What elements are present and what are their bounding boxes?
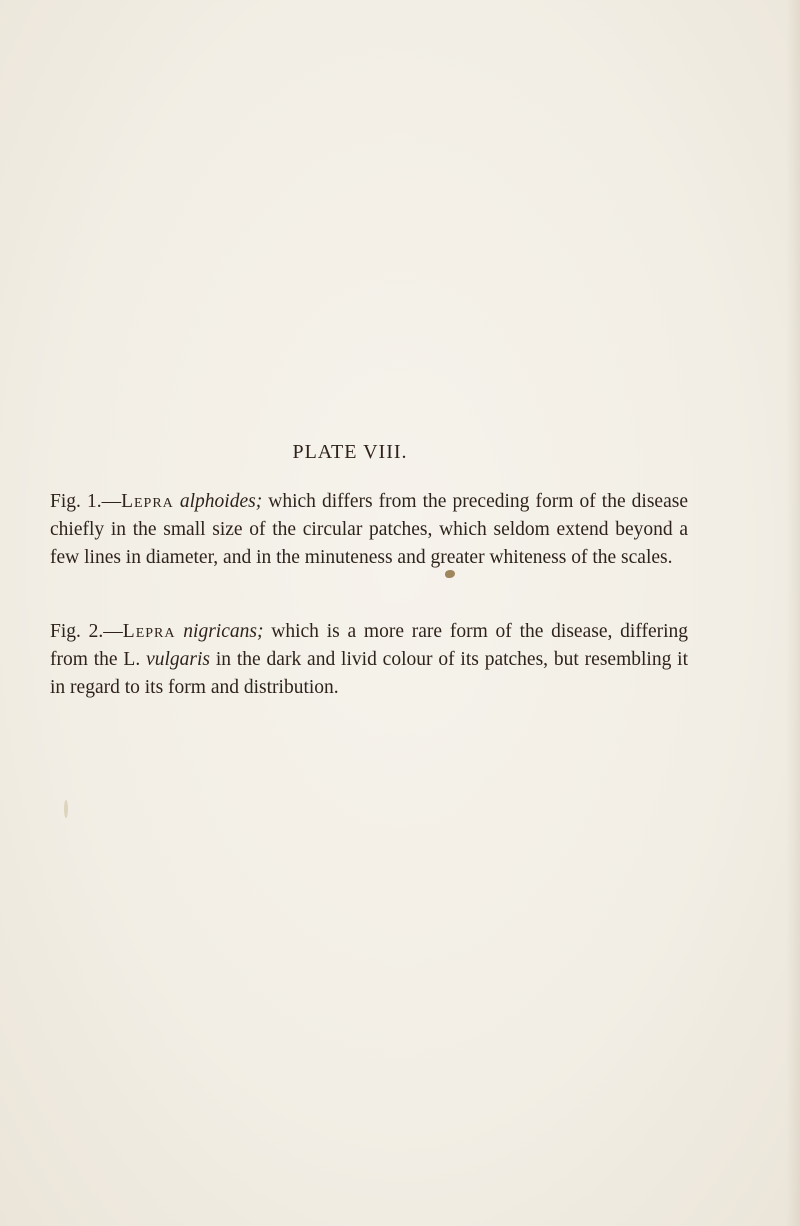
plate-title: PLATE VIII.	[292, 441, 408, 463]
figure-1-genus: Lepra	[121, 491, 174, 512]
figure-2-genus: Lepra	[122, 621, 176, 642]
figure-2-text-after: in the dark and livid colour of its patches, but resembling it in regard to its form and distribution.	[50, 649, 689, 698]
figure-1-species: alphoides;	[179, 491, 263, 512]
figure-2-description	[30, 618, 688, 702]
figure-1-description	[30, 488, 688, 572]
ink-blemish	[445, 570, 455, 578]
figure-2-species: nigricans;	[183, 621, 264, 642]
paper-speck	[64, 800, 68, 818]
page-edge-shadow	[786, 0, 800, 1226]
figure-1-text: which differs from the preceding form of the disease chiefly in the small size of the circular patches, which seldom extend beyond a few lines in diameter, and in the minuteness and greater whiteness of the scales.	[50, 491, 688, 568]
figure-2-text-before: which is a more rare form of the disease, differing from the L.	[50, 621, 689, 670]
figure-2-italic-term: vulgaris	[146, 649, 210, 670]
figure-1-label: Fig. 1.—	[50, 491, 122, 512]
figure-2-label: Fig. 2.—	[50, 621, 123, 642]
